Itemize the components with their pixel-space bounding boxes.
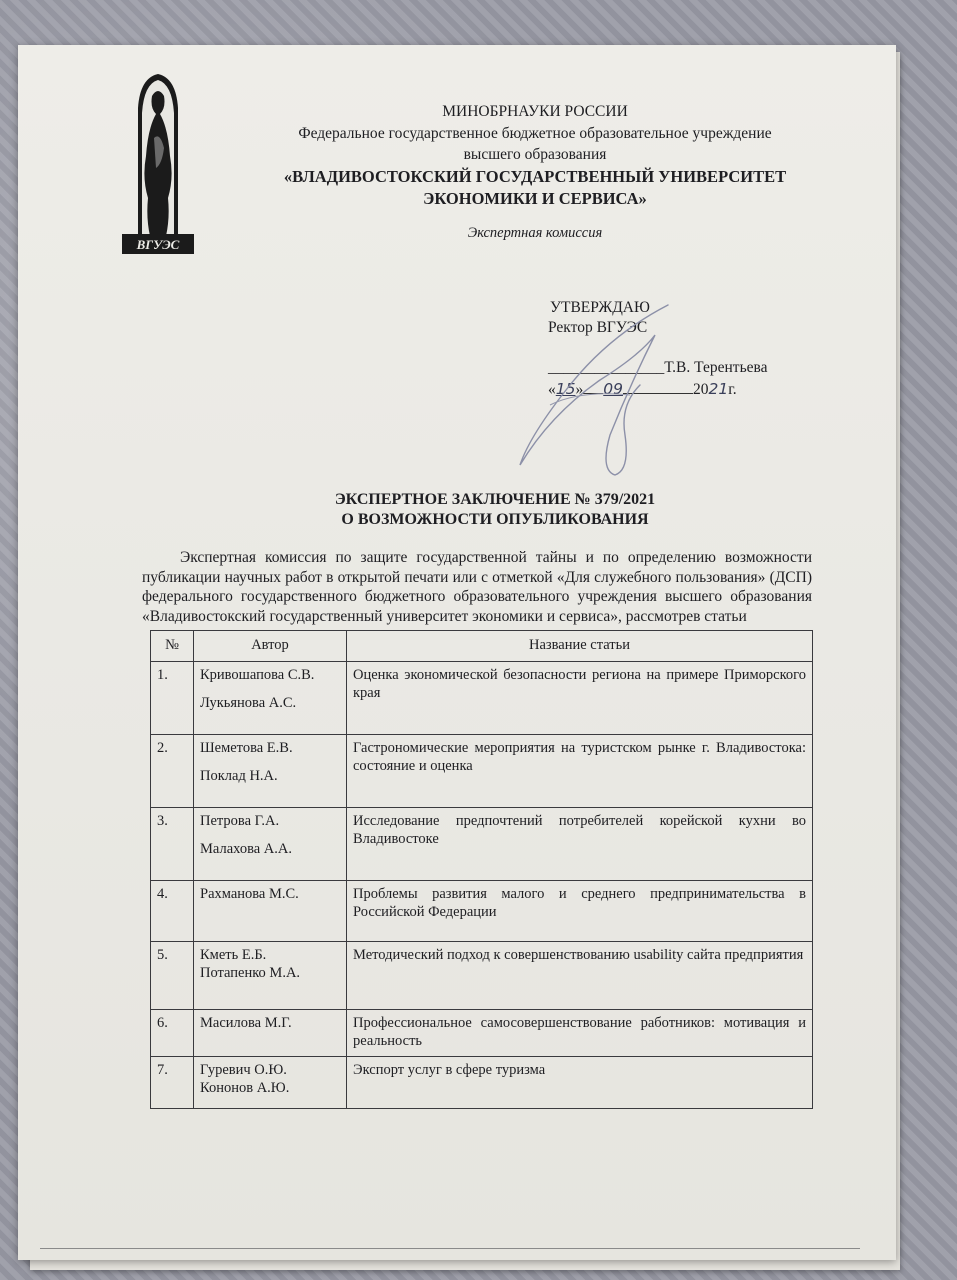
author-name: Кононов А.Ю. <box>200 1080 290 1096</box>
row-article-title: Методический подход к совершенствованию usability сайта предприятия <box>347 942 813 1010</box>
table-row <box>151 808 813 881</box>
row-authors <box>194 735 347 808</box>
university-name-line-1: «ВЛАДИВОСТОКСКИЙ ГОСУДАРСТВЕННЫЙ УНИВЕРСИТЕТ <box>283 167 787 186</box>
table-row <box>151 1057 813 1109</box>
university-logo-icon <box>118 68 198 258</box>
table-row <box>151 881 813 942</box>
row-number: 7. <box>151 1057 194 1109</box>
institution-line-2: высшего образования <box>463 146 607 163</box>
author-name: Поклад Н.А. <box>200 768 278 784</box>
header-number: № <box>151 631 194 662</box>
date-year-suffix: 21 <box>708 380 729 398</box>
author-name: Масилова М.Г. <box>200 1015 292 1031</box>
row-article-title: Проблемы развития малого и среднего предпринимательства в Российской Федерации <box>347 881 813 942</box>
row-article-title: Исследование предпочтений потребителей корейской кухни во Владивостоке <box>347 808 813 881</box>
author-name: Рахманова М.С. <box>200 886 299 902</box>
row-article-title: Оценка экономической безопасности региона на примере Приморского края <box>347 662 813 735</box>
articles-table <box>150 630 813 1109</box>
signature-line: _______________Т.В. Терентьева <box>548 359 768 376</box>
ministry-name: МИНОБРНАУКИ РОССИИ <box>442 103 628 120</box>
row-number: 6. <box>151 1010 194 1057</box>
author-name: Лукьянова А.С. <box>200 695 297 711</box>
date-day: 15 <box>555 380 576 398</box>
row-number: 2. <box>151 735 194 808</box>
logo-text: ВГУЭС <box>136 237 180 252</box>
row-number: 5. <box>151 942 194 1010</box>
date-year-end: г. <box>728 381 737 398</box>
author-name: Петрова Г.А. <box>200 813 280 829</box>
rector-signature-icon <box>490 295 690 495</box>
date-open-quote: « <box>548 381 556 398</box>
row-authors <box>194 1010 347 1057</box>
document-title-line-2: О ВОЗМОЖНОСТИ ОПУБЛИКОВАНИЯ <box>341 511 649 528</box>
institution-line-1: Федеральное государственное бюджетное образовательное учреждение <box>298 125 772 142</box>
document-title-line-1: ЭКСПЕРТНОЕ ЗАКЛЮЧЕНИЕ № 379/2021 <box>334 491 656 508</box>
date-close-quote: » <box>575 381 584 398</box>
row-authors <box>194 808 347 881</box>
row-authors <box>194 662 347 735</box>
table-row <box>151 662 813 735</box>
intro-paragraph-text: Экспертная комиссия по защите государственной тайны и по определению возможности публикации научных работ в открытой печати или с отметкой «Для служебного пользования» (ДСП) федерального государственного бюджетного образовательного учреждения высшего образования «Владивостокский государственный университет экономики и сервиса», рассмотрев статьи <box>142 549 812 625</box>
table-row <box>151 942 813 1010</box>
table-row <box>151 1010 813 1057</box>
university-name-line-2: ЭКОНОМИКИ И СЕРВИСА» <box>423 189 647 208</box>
header-author: Автор <box>194 631 347 662</box>
row-authors <box>194 881 347 942</box>
author-name: Кривошапова С.В. <box>200 667 315 683</box>
row-authors <box>194 1057 347 1109</box>
author-name: Гуревич О.Ю. <box>200 1062 287 1078</box>
approve-label: УТВЕРЖДАЮ <box>550 299 650 316</box>
row-number: 1. <box>151 662 194 735</box>
commission-name: Экспертная комиссия <box>467 225 603 241</box>
table-header-row <box>151 631 813 662</box>
author-name: Малахова А.А. <box>200 841 292 857</box>
row-article-title: Экспорт услуг в сфере туризма <box>347 1057 813 1109</box>
row-number: 3. <box>151 808 194 881</box>
approver-position: Ректор ВГУЭС <box>548 319 648 336</box>
row-authors <box>194 942 347 1010</box>
row-article-title: Профессиональное самосовершенствование работников: мотивация и реальность <box>347 1010 813 1057</box>
table-row <box>151 735 813 808</box>
row-article-title: Гастрономические мероприятия на туристском рынке г. Владивостока: состояние и оценка <box>347 735 813 808</box>
header-title: Название статьи <box>347 631 813 662</box>
author-name: Потапенко М.А. <box>200 965 301 981</box>
page-bottom-rule <box>40 1248 860 1249</box>
row-number: 4. <box>151 881 194 942</box>
date-year-prefix: 20 <box>692 381 709 398</box>
date-month: 09 <box>603 380 623 398</box>
author-name: Кметь Е.Б. <box>200 947 267 963</box>
author-name: Шеметова Е.В. <box>200 740 293 756</box>
intro-paragraph <box>142 548 812 626</box>
